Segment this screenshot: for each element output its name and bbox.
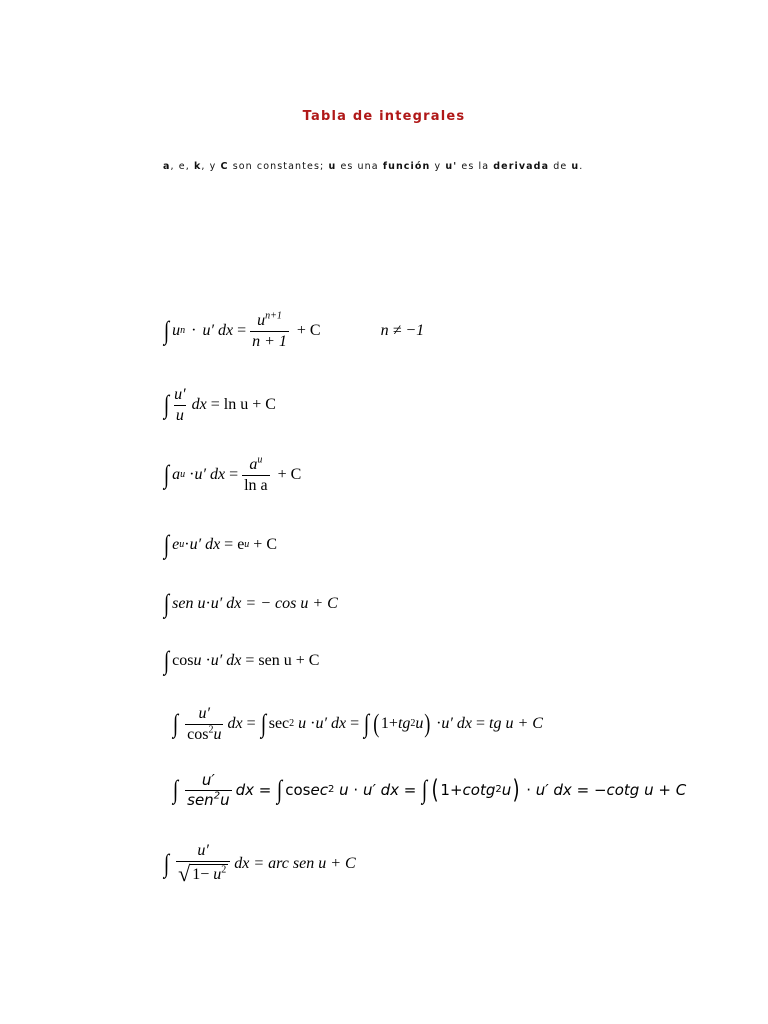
formula-cos: ∫ cos u · u′ dx = sen u + C (163, 646, 320, 675)
intro-text: a, e, k, y C son constantes; u es una función y u' es la derivada de u. (163, 161, 584, 172)
condition-text: n ≠ −1 (380, 322, 425, 340)
formula-cosec2: ∫ $\frac{u'}{sen^2u}$ dx = ∫ cos ec 2 u · u′ dx = ∫ ( 1+ cotg 2 u ) · u′ dx = −cotg u + C (172, 771, 687, 809)
formula-exp-e: ∫ e u · u′ dx = e u + C (163, 530, 277, 559)
formula-arcsen: ∫ u′ √ $1- u^2$ dx = arc sen u + C (163, 842, 356, 886)
formula-sin: ∫ sen u · u′ dx = − cos u + C (163, 589, 338, 618)
formula-log: ∫ $\frac{u'}{u}$ dx = ln u + C (163, 386, 276, 424)
formula-exp-a: ∫ a u · u′ dx = $\frac{a^u}{\text{ln a}}$ + C (163, 454, 302, 494)
formula-power: ∫ u n · u′ dx = $\frac{u^{n+1}}{n + 1}$ + C n ≠ −1 (163, 310, 425, 350)
formula-sec2: ∫ $\frac{u'}{\cos^2u}$ dx = ∫ sec 2 u · u′ dx = ∫ ( 1+ tg 2 u ) · u′ dx = tg u + C (172, 705, 543, 743)
page-title: Tabla de integrales (302, 109, 466, 124)
